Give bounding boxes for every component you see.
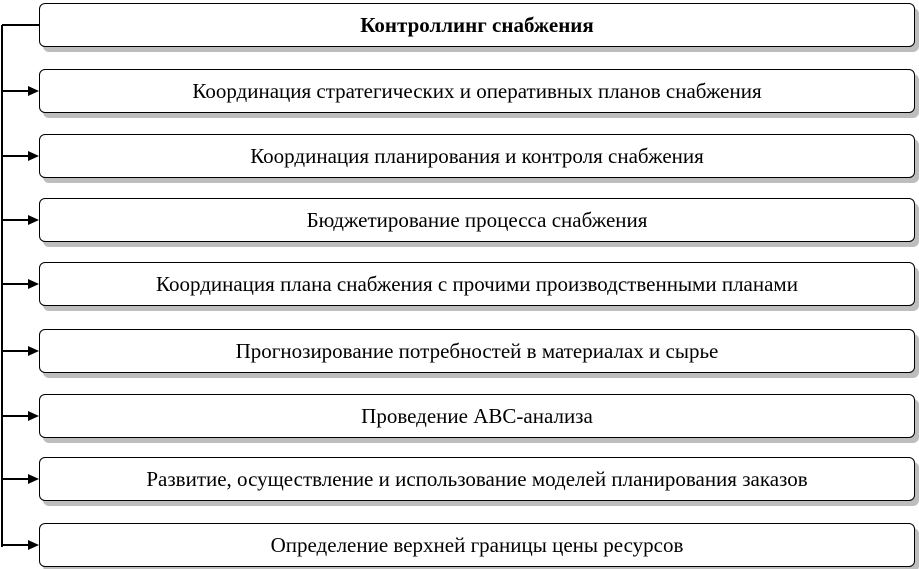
item-box [39,329,915,373]
arrow-head [28,86,39,96]
arrow-head [28,151,39,161]
item-box [39,134,915,178]
item-box [39,69,915,113]
arrow-head [28,474,39,484]
item-text: Развитие, осуществление и использование моделей планирования заказов [146,466,808,491]
item-box [39,198,915,242]
item-text: Координация плана снабжения с прочими производственными планами [156,271,798,296]
item-text: Координация стратегических и оперативных планов снабжения [192,78,762,103]
arrow-head [28,540,39,550]
item-text: Определение верхней границы цены ресурсов [270,532,684,557]
item-box [39,394,915,438]
item-text: Координация планирования и контроля снабжения [250,143,704,168]
connector-lines [0,0,40,569]
item-text: Проведение АВС-анализа [361,403,593,428]
arrow-head [28,279,39,289]
item-text: Прогнозирование потребностей в материалах и сырье [235,338,719,363]
item-box [39,457,915,501]
item-text: Бюджетирование процесса снабжения [306,207,648,232]
arrow-head [28,346,39,356]
item-box [39,523,915,567]
title-text: Контроллинг снабжения [360,12,594,37]
item-box [39,262,915,306]
title-box [39,3,915,47]
arrow-head [28,215,39,225]
arrow-head [28,411,39,421]
